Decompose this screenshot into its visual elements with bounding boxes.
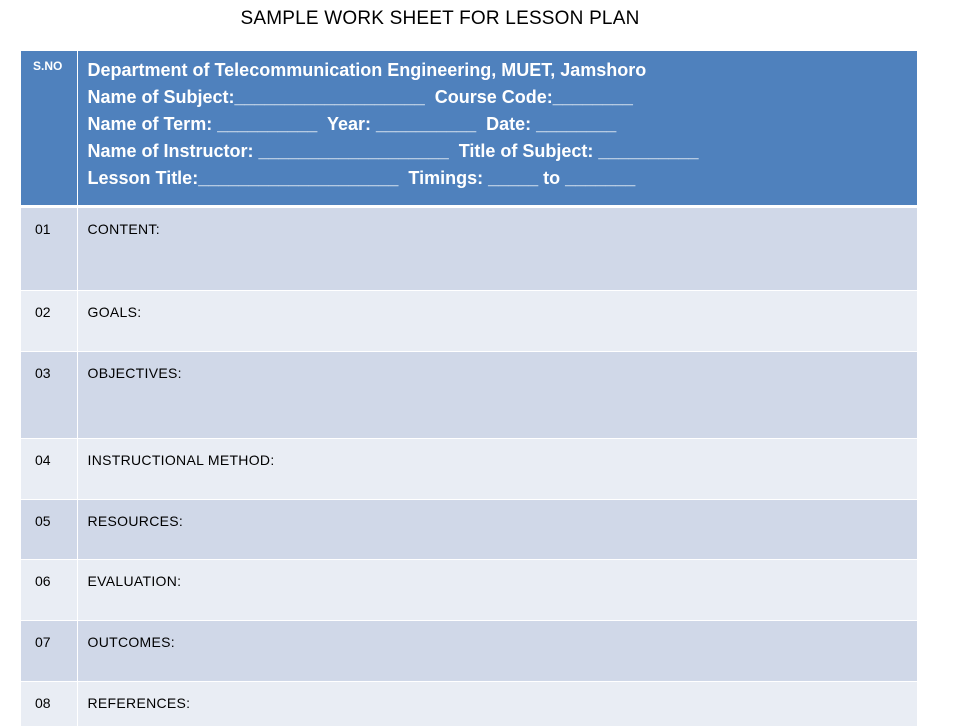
row-label-instructional-method: INSTRUCTIONAL METHOD:: [77, 438, 917, 499]
row-number: 03: [21, 351, 77, 438]
row-number: 07: [21, 620, 77, 681]
row-label-outcomes: OUTCOMES:: [77, 620, 917, 681]
lesson-plan-table: [21, 51, 917, 727]
sno-header: S.NO: [21, 51, 77, 206]
row-number: 05: [21, 499, 77, 559]
row-label-evaluation: EVALUATION:: [77, 559, 917, 620]
table-row-references: [21, 681, 917, 726]
table-row-content: [21, 206, 917, 290]
table-row-instructional-method: [21, 438, 917, 499]
row-label-resources: RESOURCES:: [77, 499, 917, 559]
page-title: SAMPLE WORK SHEET FOR LESSON PLAN: [240, 8, 640, 29]
row-number: 01: [21, 206, 77, 290]
row-number: 06: [21, 559, 77, 620]
row-number: 08: [21, 681, 77, 726]
table-row-objectives: [21, 351, 917, 438]
term-year-date-line: Name of Term: __________ Year: __________ Date: ________: [87, 114, 617, 134]
table-row-goals: [21, 290, 917, 351]
department-line: Department of Telecommunication Engineering, MUET, Jamshoro: [87, 60, 647, 80]
table-row-outcomes: [21, 620, 917, 681]
row-number: 02: [21, 290, 77, 351]
header-info-block: [77, 51, 917, 206]
row-number: 04: [21, 438, 77, 499]
subject-course-line: Name of Subject:___________________ Course Code:________: [87, 87, 633, 107]
row-label-goals: GOALS:: [77, 290, 917, 351]
table-row-resources: [21, 499, 917, 559]
row-label-references: REFERENCES:: [77, 681, 917, 726]
row-label-content: CONTENT:: [77, 206, 917, 290]
instructor-title-line: Name of Instructor: ___________________ Title of Subject: __________: [87, 141, 699, 161]
lesson-timings-line: Lesson Title:____________________ Timings: _____ to _______: [87, 168, 636, 188]
table-header-row: [21, 51, 917, 206]
row-label-objectives: OBJECTIVES:: [77, 351, 917, 438]
table-row-evaluation: [21, 559, 917, 620]
